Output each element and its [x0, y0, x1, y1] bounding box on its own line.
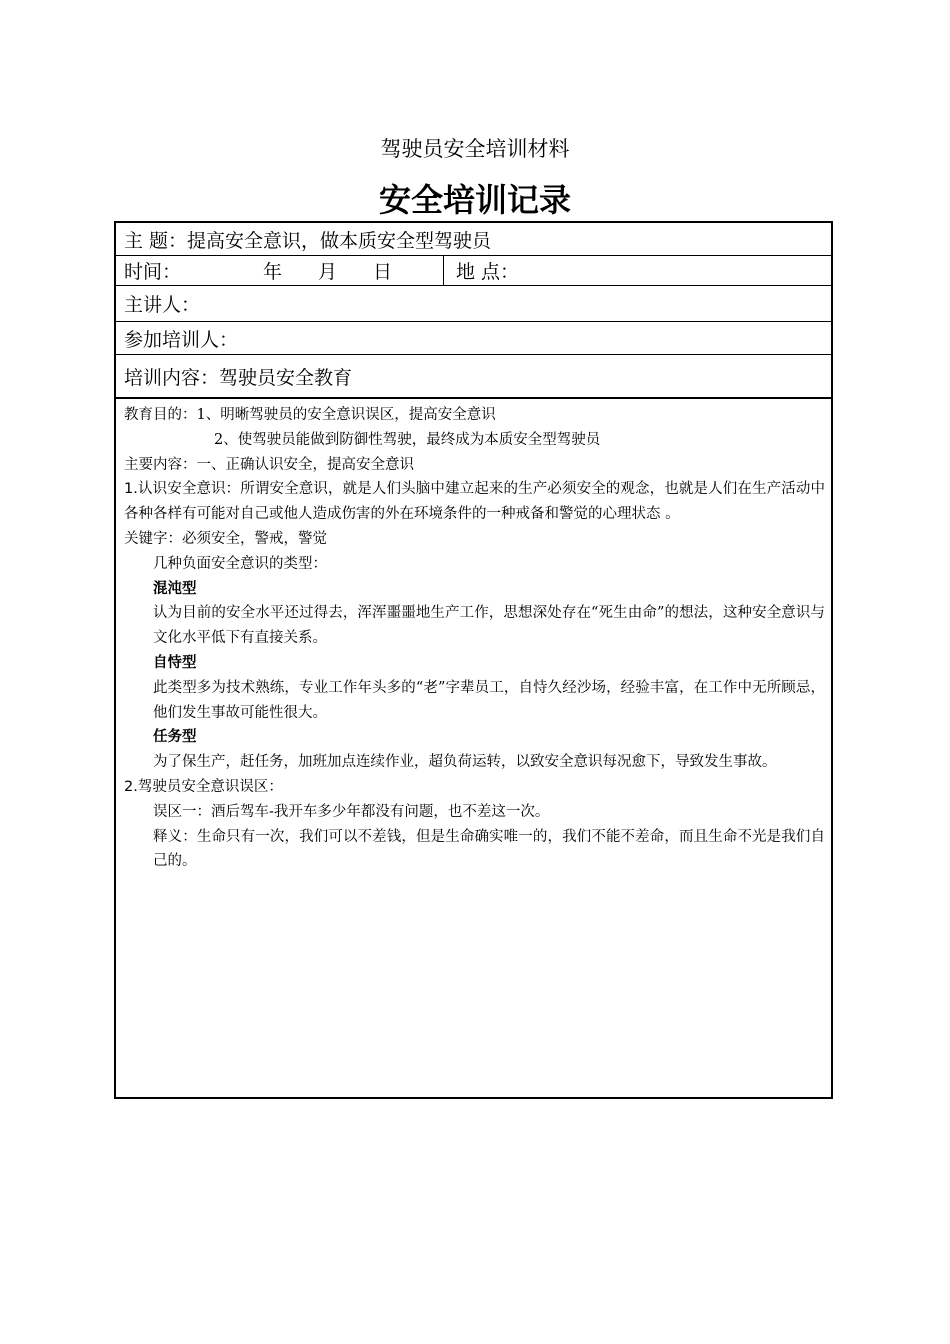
place-cell [456, 256, 519, 285]
types-intro: 几种负面安全意识的类型： [153, 555, 327, 572]
content-title: 培训内容：驾驶员安全教育 [124, 366, 353, 389]
speaker-row [116, 286, 831, 322]
section-2-line [124, 775, 825, 800]
purpose-line-2: 2、使驾驶员能做到防御性驾驶，最终成为本质安全型驾驶员 [214, 431, 601, 448]
type-3-description: 为了保生产，赶任务，加班加点连续作业，超负荷运转，以致安全意识每况愈下，导致发生事故。 [153, 754, 777, 771]
content-title-row [116, 355, 831, 399]
topic-row [116, 223, 831, 256]
day-label: 日 [373, 261, 393, 283]
type-2-name: 自恃型 [153, 654, 197, 671]
section-2-text: 驾驶员安全意识误区： [137, 778, 283, 795]
purpose-line-1: 教育目的：1、明晰驾驶员的安全意识误区，提高安全意识 [124, 407, 496, 423]
record-heading: 安全培训记录 [378, 181, 571, 219]
attendees-row [116, 322, 831, 355]
myth-1-explanation: 释义：生命只有一次，我们可以不差钱，但是生命确实唯一的，我们不能不差命，而且生命不光是我们自己的。 [153, 828, 825, 870]
attendees-label: 参加培训人： [124, 328, 239, 351]
section-1-text: 认识安全意识：所谓安全意识，就是人们头脑中建立起来的生产必须安全的观念，也就是人们在生产活动中各种各样有可能对自己或他人造成伤害的外在环境条件的一种戒备和警觉的心理状态 。 [124, 481, 825, 523]
topic-text: 主 题：提高安全意识，做本质安全型驾驶员 [124, 229, 492, 252]
time-label: 时间： [124, 261, 182, 283]
time-cell [116, 256, 444, 285]
section-2-number: 2. [124, 778, 138, 795]
speaker-label: 主讲人： [124, 294, 201, 316]
section-1-number: 1. [124, 481, 138, 498]
place-label: 地 点： [456, 261, 520, 283]
type-3-name: 任务型 [153, 729, 197, 746]
training-content [116, 399, 831, 1097]
type-1-description: 认为目前的安全水平还过得去，浑浑噩噩地生产工作，思想深处存在“死生由命”的想法，这种安全意识与文化水平低下有直接关系。 [153, 605, 825, 647]
type-2-description: 此类型多为技术熟练，专业工作年头多的“老”字辈员工，自恃久经沙场，经验丰富，在工作中无所顾忌，他们发生事故可能性很大。 [153, 679, 825, 721]
training-record-form [114, 221, 833, 1099]
myth-1-line: 误区一：酒后驾车-我开车多少年都没有问题，也不差这一次。 [153, 803, 550, 820]
month-label: 月 [318, 261, 338, 283]
type-1-name: 混沌型 [153, 580, 197, 597]
keywords-line: 关键字：必须安全，警戒，警觉 [124, 530, 327, 547]
document-title: 驾驶员安全培训材料 [380, 137, 570, 161]
section-1-paragraph [124, 477, 825, 527]
time-place-row [116, 256, 831, 286]
year-label: 年 [263, 261, 283, 283]
main-content-line: 主要内容：一、正确认识安全，提高安全意识 [124, 456, 414, 473]
